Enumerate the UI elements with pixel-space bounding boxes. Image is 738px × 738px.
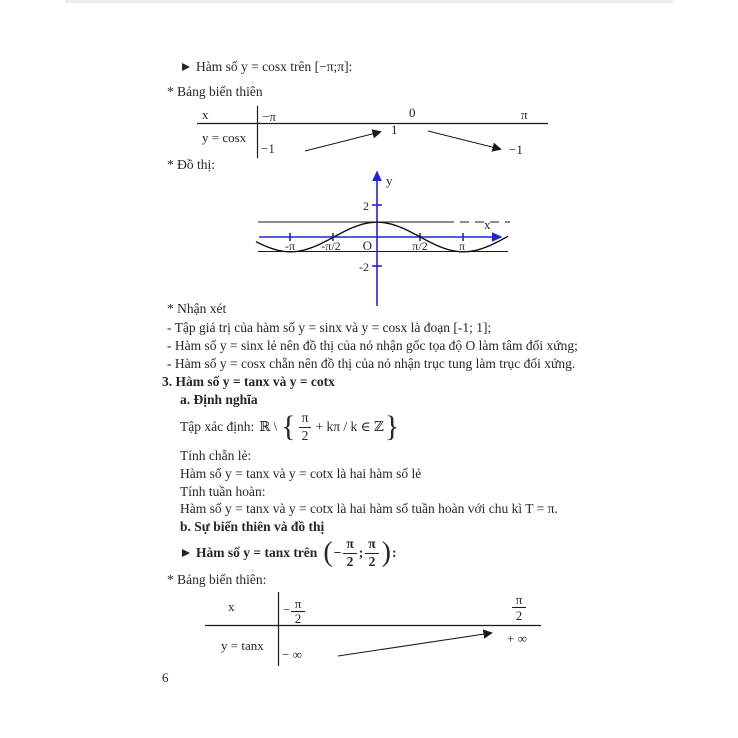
period-label: Tính tuần hoàn:	[180, 484, 266, 499]
y-tick-label-2: 2	[363, 199, 369, 213]
table-value-peak: 1	[391, 122, 398, 137]
table-x-header: x	[228, 599, 235, 614]
parity-text: Hàm số y = tanx và y = cotx là hai hàm số lẻ	[180, 466, 422, 481]
right-brace: }	[384, 410, 400, 443]
table-value-right: + ∞	[507, 631, 527, 646]
table-x-header: x	[202, 107, 209, 122]
table-fn-label: y = cosx	[202, 130, 247, 145]
nhanxet-title: * Nhận xét	[167, 301, 227, 316]
table-value-left: −1	[261, 141, 275, 156]
y-axis-arrow-icon	[372, 171, 382, 182]
cosx-section-title	[182, 59, 352, 76]
domain-label: Tập xác định:	[180, 418, 255, 434]
minus-sign: −	[333, 544, 342, 560]
variation-subheading: b. Sự biến thiên và đồ thị	[180, 519, 325, 534]
increase-arrow	[338, 633, 491, 656]
fraction-numerator: π	[515, 592, 523, 607]
table-value-right: −1	[509, 142, 523, 157]
table-x-value: π	[521, 107, 528, 122]
arrowhead-right-icon	[182, 549, 190, 557]
x-tick-label-pi-over-2: π/2	[412, 239, 428, 253]
table-fn-label: y = tanx	[221, 638, 264, 653]
domain-tail: + kπ / k ∈ ℤ	[315, 418, 384, 434]
x-tick-label-pi: π	[458, 239, 466, 253]
dothi-label: * Đồ thị:	[167, 157, 216, 172]
page-top-edge	[65, 0, 673, 3]
pi-over-2-fraction: $\frac{\pi}{2}$	[343, 537, 356, 568]
page-number: 6	[162, 670, 169, 685]
x-axis-label: x	[484, 217, 491, 232]
cosx-graph	[245, 169, 515, 310]
cosx-title-text: Hàm số y = cosx trên [−π;π]:	[196, 59, 353, 74]
decrease-arrow	[428, 131, 500, 149]
bbt-label-tanx: * Bảng biến thiên:	[167, 572, 267, 587]
increase-arrow	[305, 132, 380, 151]
right-paren: )	[381, 537, 391, 568]
nhanxet-item: - Hàm số y = cosx chẵn nên đồ thị của nó nhận trục tung làm trục đối xứng.	[167, 356, 576, 371]
tanx-title-text: Hàm số y = tanx trên	[196, 544, 318, 560]
definition-subheading: a. Định nghĩa	[180, 392, 258, 407]
minus-sign: −	[283, 602, 291, 617]
table-x-value: 0	[409, 105, 416, 120]
nhanxet-item: - Tập giá trị của hàm số y = sinx và y = cosx là đoạn [-1; 1];	[167, 320, 492, 335]
tanx-section-title	[182, 535, 396, 571]
section3-heading: 3. Hàm số y = tanx và y = cotx	[162, 374, 335, 389]
pi-over-2-fraction: $\frac{\pi}{2}$	[299, 411, 312, 442]
table-value-left: − ∞	[282, 647, 302, 662]
parity-label: Tính chẵn lẻ:	[180, 448, 252, 463]
domain-formula	[180, 409, 400, 445]
y-tick-label-minus2: -2	[359, 260, 369, 274]
pi-over-2-fraction: $\frac{\pi}{2}$	[365, 537, 378, 568]
fraction-denominator: 2	[294, 611, 302, 626]
left-brace: {	[281, 410, 296, 443]
arrowhead-right-icon	[182, 63, 190, 71]
colon: :	[391, 544, 397, 560]
period-text: Hàm số y = tanx và y = cotx là hai hàm số tuần hoàn với chu kì T = π.	[180, 501, 558, 516]
left-paren: (	[323, 537, 333, 568]
set-R-symbol: ℝ	[259, 418, 271, 434]
fraction-numerator: π	[294, 596, 302, 611]
tanx-variation-table	[200, 590, 555, 670]
x-tick-label-minus-pi-over-2: -π/2	[321, 239, 341, 253]
interval-separator: ;	[358, 544, 364, 560]
fraction-denominator: 2	[515, 608, 523, 623]
origin-label: O	[362, 238, 372, 253]
y-axis-label: y	[386, 173, 393, 188]
table-x-value: −π	[262, 109, 276, 124]
setminus-symbol: \	[273, 418, 278, 434]
cosx-variation-table	[190, 103, 560, 165]
bbt-label-cosx: * Bảng biến thiên	[167, 84, 263, 99]
x-tick-label-minus-pi: -π	[284, 239, 296, 253]
nhanxet-item: - Hàm số y = sinx lẻ nên đồ thị của nó nhận gốc tọa độ O làm tâm đối xứng;	[167, 338, 578, 353]
